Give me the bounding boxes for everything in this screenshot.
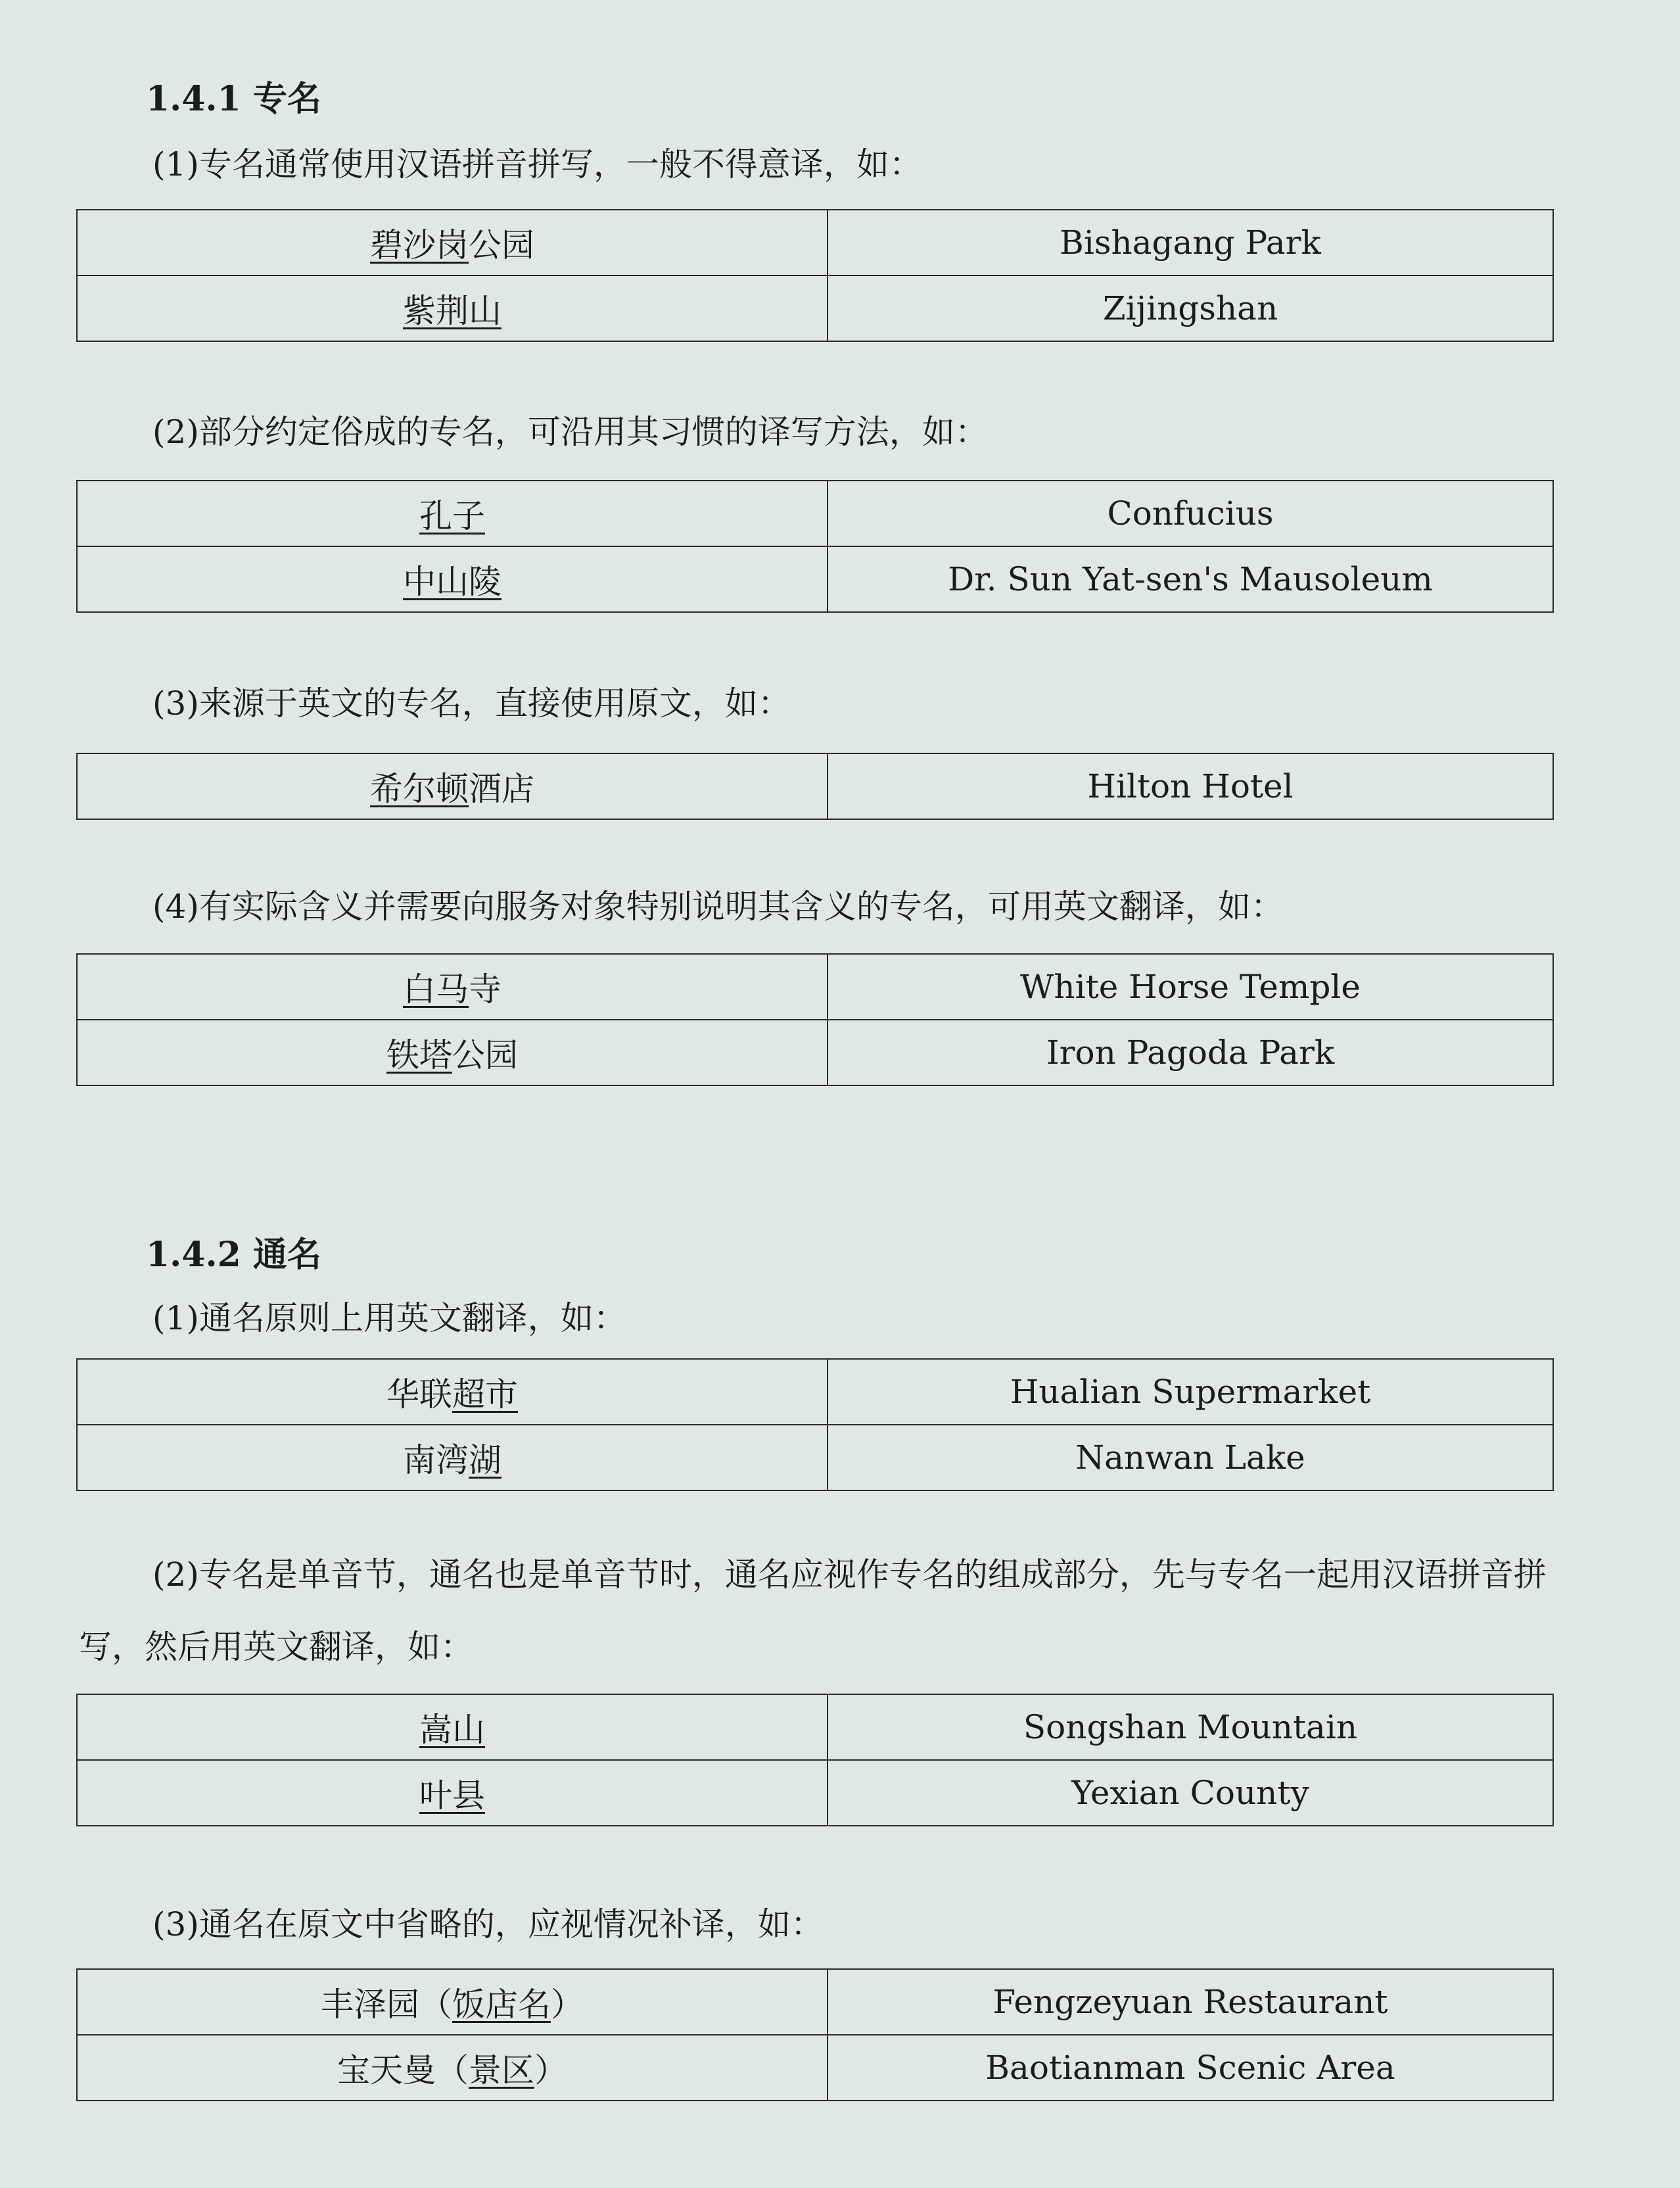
proper-name-underlined: 紫荆山 [403, 292, 502, 330]
example-table-4 [76, 953, 1554, 1086]
english-translation: Baotianman Scenic Area [828, 2035, 1553, 2101]
table-row [77, 1020, 1553, 1085]
generic-name-underlined: 湖 [469, 1441, 502, 1479]
table-row [77, 1694, 1553, 1760]
table-row [77, 2035, 1553, 2101]
example-table-3 [76, 753, 1554, 820]
proper-name-underlined: 中山陵 [403, 563, 502, 601]
generic-rule-2-text: (2)专名是单音节，通名也是单音节时，通名应视作专名的组成部分，先与专名一起用汉语拼音拼写，然后用英文翻译，如： [79, 1556, 1547, 1666]
place-name-underlined: 叶县 [419, 1776, 485, 1815]
example-table-2 [76, 480, 1554, 613]
rule-1-text: (1)专名通常使用汉语拼音拼写，一般不得意译，如： [152, 145, 922, 183]
table-row [77, 1359, 1553, 1425]
table-row [77, 753, 1553, 819]
table-row [77, 275, 1553, 341]
english-translation: Fengzeyuan Restaurant [828, 1969, 1553, 2035]
english-translation: Yexian County [828, 1760, 1553, 1826]
english-translation: Hualian Supermarket [828, 1359, 1553, 1425]
supplemented-generic-underlined: 饭店名 [452, 1986, 551, 2024]
closing-paren: ） [551, 1986, 584, 2024]
proper-name: 华联 [386, 1375, 452, 1414]
closing-paren: ） [534, 2051, 567, 2089]
table-row [77, 481, 1553, 546]
table-row [77, 954, 1553, 1020]
generic-rule-1-text: (1)通名原则上用英文翻译，如： [152, 1299, 626, 1337]
proper-name-underlined: 白马 [403, 970, 469, 1009]
english-translation: Zijingshan [828, 275, 1553, 341]
english-translation: Nanwan Lake [828, 1425, 1553, 1490]
generic-name-underlined: 超市 [452, 1375, 518, 1414]
rule-4-text: (4)有实际含义并需要向服务对象特别说明其含义的专名，可用英文翻译，如： [152, 888, 1284, 926]
proper-name-underlined: 碧沙岗 [370, 226, 469, 264]
example-table-6 [76, 1694, 1554, 1826]
rule-3-text: (3)来源于英文的专名，直接使用原文，如： [152, 684, 791, 723]
proper-name-underlined: 孔子 [419, 497, 485, 535]
example-table-7 [76, 1968, 1554, 2101]
proper-name: 丰泽园（ [321, 1986, 452, 2024]
table-row [77, 546, 1553, 612]
generic-rule-3-text: (3)通名在原文中省略的，应视情况补译，如： [152, 1905, 824, 1943]
section-heading-1-4-2: 1.4.2 通名 [146, 1235, 321, 1275]
rule-2-text: (2)部分约定俗成的专名，可沿用其习惯的译写方法，如： [152, 413, 988, 451]
table-row [77, 1760, 1553, 1826]
english-translation: Songshan Mountain [828, 1694, 1553, 1760]
english-translation: Bishagang Park [828, 210, 1553, 275]
place-name-underlined: 嵩山 [419, 1711, 485, 1749]
supplemented-generic-underlined: 景区 [469, 2051, 534, 2089]
example-table-1 [76, 209, 1554, 342]
proper-name-underlined: 铁塔 [386, 1036, 452, 1074]
generic-name: 寺 [469, 970, 502, 1009]
proper-name: 宝天曼（ [337, 2051, 469, 2089]
english-translation: White Horse Temple [828, 954, 1553, 1020]
generic-name: 公园 [469, 226, 534, 264]
generic-name: 酒店 [469, 770, 534, 808]
example-table-5 [76, 1358, 1554, 1491]
section-heading-1-4-1: 1.4.1 专名 [146, 79, 321, 119]
table-row [77, 1425, 1553, 1490]
english-translation: Hilton Hotel [828, 753, 1553, 819]
table-row [77, 1969, 1553, 2035]
table-row [77, 210, 1553, 275]
english-translation: Confucius [828, 481, 1553, 546]
english-translation: Dr. Sun Yat-sen's Mausoleum [828, 546, 1553, 612]
proper-name-underlined: 希尔顿 [370, 770, 469, 808]
generic-name: 公园 [452, 1036, 518, 1074]
english-translation: Iron Pagoda Park [828, 1020, 1553, 1085]
proper-name: 南湾 [403, 1441, 469, 1479]
